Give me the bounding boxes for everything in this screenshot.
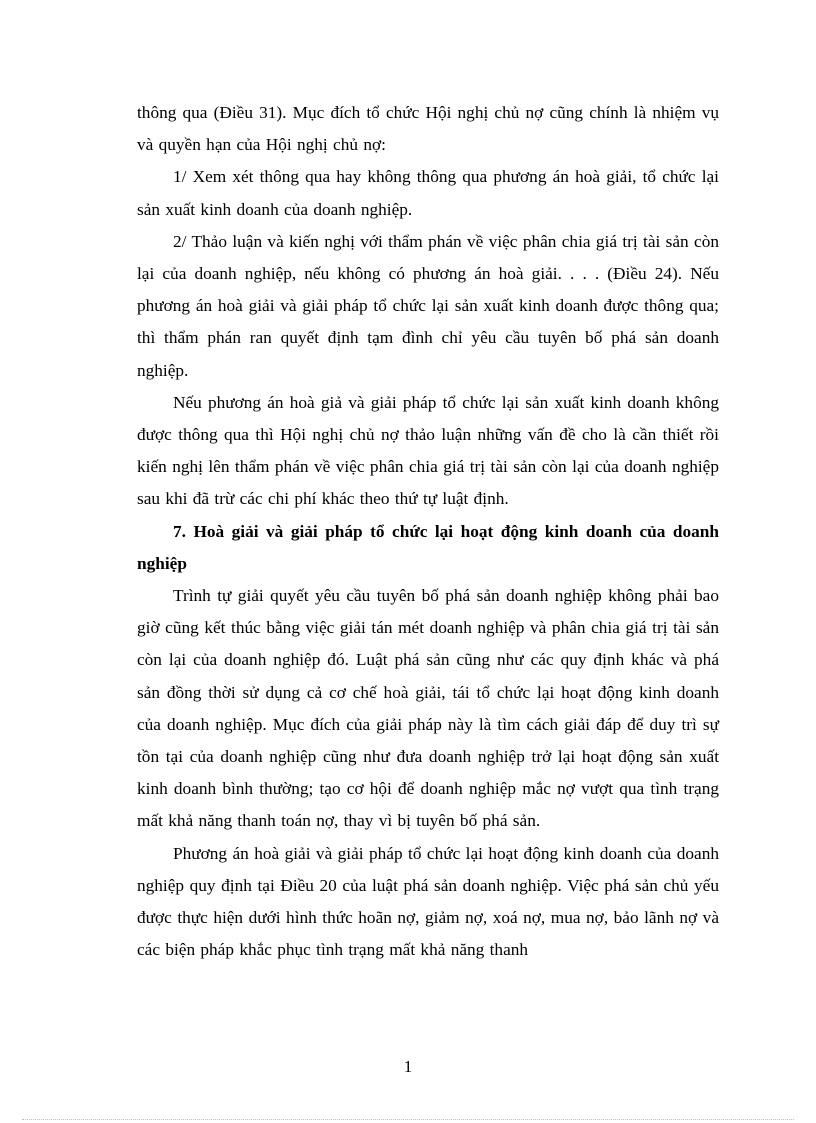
paragraph-3: 2/ Thảo luận và kiến nghị với thẩm phán về việc phân chia giá trị tài sản còn lại của doanh nghiệp, nếu không có phương án hoà giải. . . . (Điều 24). Nếu phương án hoà giải và giải pháp tổ chức lại sản xuất kinh doanh được thông qua; thì thẩm phán ran quyết định tạm đình chỉ yêu cầu tuyên bố phá sản doanh nghiệp. [137, 231, 719, 380]
page-bottom-divider [22, 1119, 794, 1120]
paragraph-6: Phương án hoà giải và giải pháp tổ chức lại hoạt động kinh doanh của doanh nghiệp quy định tại Điều 20 của luật phá sản doanh nghiệp. Việc phá sản chủ yếu được thực hiện dưới hình thức hoãn nợ, giảm nợ, xoá nợ, mua nợ, bảo lãnh nợ và các biện pháp khắc phục tình trạng mất khả năng thanh [137, 843, 719, 960]
page-number: 1 [403, 1057, 413, 1076]
paragraph-1: thông qua (Điều 31). Mục đích tổ chức Hội nghị chủ nợ cũng chính là nhiệm vụ và quyền hạn của Hội nghị chủ nợ: [137, 103, 719, 155]
paragraph-5: Trình tự giải quyết yêu cầu tuyên bố phá sản doanh nghiệp không phải bao giờ cũng kết thúc bằng việc giải tán mét doanh nghiệp và phân chia giá trị tài sản còn lại của doanh nghiệp đó. Luật phá sản cũng như các quy định khác và phá sản đồng thời sử dụng cả cơ chế hoà giải, tái tổ chức lại hoạt động kinh doanh của doanh nghiệp. Mục đích của giải pháp này là tìm cách giải đáp để duy trì sự tồn tại của doanh nghiệp cũng như đưa doanh nghiệp trở lại hoạt động sản xuất kinh doanh bình thường; tạo cơ hội để doanh nghiệp mắc nợ vượt qua tình trạng mất khả năng thanh toán nợ, thay vì bị tuyên bố phá sản. [137, 586, 719, 831]
paragraph-2: 1/ Xem xét thông qua hay không thông qua phương án hoà giải, tổ chức lại sản xuất kinh doanh của doanh nghiệp. [137, 167, 719, 219]
document-body [137, 97, 719, 966]
paragraph-4: Nếu phương án hoà giả và giải pháp tổ chức lại sản xuất kinh doanh không được thông qua thì Hội nghị chủ nợ thảo luận những vấn đề cho là cần thiết rồi kiến nghị lên thẩm phán về việc phân chia giá trị tài sản còn lại của doanh nghiệp sau khi đã trừ các chi phí khác theo thứ tự luật định. [137, 392, 719, 509]
section-heading-7: 7. Hoà giải và giải pháp tổ chức lại hoạt động kinh doanh của doanh nghiệp [137, 521, 719, 573]
